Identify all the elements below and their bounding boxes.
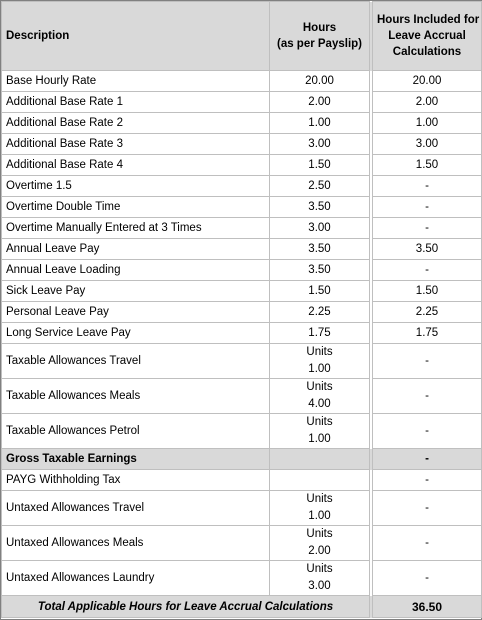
header-included-line2: Leave Accrual xyxy=(388,30,466,42)
row-included: 20.00 xyxy=(373,71,482,92)
row-included: 1.50 xyxy=(373,281,482,302)
row-description: Sick Leave Pay xyxy=(2,281,270,302)
table-row xyxy=(2,71,482,92)
total-value: 36.50 xyxy=(373,596,482,618)
row-hours: 1.50 xyxy=(270,155,370,176)
row-description: Taxable Allowances Travel xyxy=(2,344,270,379)
row-hours: 3.50 xyxy=(270,260,370,281)
row-description: Additional Base Rate 4 xyxy=(2,155,270,176)
table-row xyxy=(2,344,482,379)
row-hours: 3.00 xyxy=(308,580,331,592)
row-hours xyxy=(270,449,370,470)
row-units-label: Units xyxy=(306,528,333,540)
row-description: PAYG Withholding Tax xyxy=(2,470,270,491)
row-description: Taxable Allowances Meals xyxy=(2,379,270,414)
table-row xyxy=(2,491,482,526)
row-description: Long Service Leave Pay xyxy=(2,323,270,344)
row-included: - xyxy=(373,260,482,281)
row-description: Untaxed Allowances Meals xyxy=(2,526,270,561)
row-included: 1.00 xyxy=(373,113,482,134)
row-included: - xyxy=(373,218,482,239)
row-hours: 1.00 xyxy=(308,510,331,522)
row-hours-cell xyxy=(270,414,370,449)
row-included: 3.00 xyxy=(373,134,482,155)
row-included: - xyxy=(373,470,482,491)
table-row xyxy=(2,218,482,239)
row-description: Additional Base Rate 1 xyxy=(2,92,270,113)
row-hours: 3.50 xyxy=(270,197,370,218)
row-description: Annual Leave Loading xyxy=(2,260,270,281)
row-hours: 1.50 xyxy=(270,281,370,302)
row-units-label: Units xyxy=(306,416,333,428)
row-included: - xyxy=(373,526,482,561)
row-description: Annual Leave Pay xyxy=(2,239,270,260)
row-description: Untaxed Allowances Laundry xyxy=(2,561,270,596)
table-row xyxy=(2,260,482,281)
row-hours xyxy=(270,470,370,491)
total-label: Total Applicable Hours for Leave Accrual Calculations xyxy=(2,596,370,618)
row-included: - xyxy=(373,344,482,379)
row-hours-cell xyxy=(270,344,370,379)
row-included: - xyxy=(373,197,482,218)
row-included: - xyxy=(373,491,482,526)
row-hours: 2.50 xyxy=(270,176,370,197)
header-hours-line2: (as per Payslip) xyxy=(276,38,362,50)
row-included: - xyxy=(373,449,482,470)
row-hours: 3.00 xyxy=(270,218,370,239)
table-row xyxy=(2,197,482,218)
table-row xyxy=(2,526,482,561)
row-description: Gross Taxable Earnings xyxy=(2,449,270,470)
row-description: Untaxed Allowances Travel xyxy=(2,491,270,526)
row-description: Base Hourly Rate xyxy=(2,71,270,92)
row-included: - xyxy=(373,414,482,449)
table-row xyxy=(2,134,482,155)
row-units-label: Units xyxy=(306,346,333,358)
table-row xyxy=(2,379,482,414)
row-description: Overtime 1.5 xyxy=(2,176,270,197)
row-included: 1.75 xyxy=(373,323,482,344)
row-hours: 1.00 xyxy=(308,363,331,375)
row-units-label: Units xyxy=(306,493,333,505)
header-hours xyxy=(270,2,370,71)
row-hours: 2.00 xyxy=(270,92,370,113)
row-hours: 2.00 xyxy=(308,545,331,557)
row-included: 1.50 xyxy=(373,155,482,176)
table-row xyxy=(2,155,482,176)
row-hours: 20.00 xyxy=(270,71,370,92)
row-hours: 4.00 xyxy=(308,398,331,410)
row-hours-cell xyxy=(270,379,370,414)
row-description: Overtime Double Time xyxy=(2,197,270,218)
row-hours-cell xyxy=(270,561,370,596)
row-description: Additional Base Rate 3 xyxy=(2,134,270,155)
row-hours-cell xyxy=(270,491,370,526)
row-hours: 1.00 xyxy=(308,433,331,445)
row-hours: 1.75 xyxy=(270,323,370,344)
row-description: Additional Base Rate 2 xyxy=(2,113,270,134)
table-row xyxy=(2,92,482,113)
row-hours: 3.50 xyxy=(270,239,370,260)
table-row xyxy=(2,176,482,197)
row-included: - xyxy=(373,561,482,596)
table-row xyxy=(2,323,482,344)
row-units-label: Units xyxy=(306,563,333,575)
gross-taxable-earnings-row xyxy=(2,449,482,470)
table-row xyxy=(2,470,482,491)
header-hours-line1: Hours xyxy=(302,22,337,34)
leave-accrual-hours-table xyxy=(1,1,482,618)
table-header-row xyxy=(2,2,482,71)
row-included: 2.25 xyxy=(373,302,482,323)
row-description: Overtime Manually Entered at 3 Times xyxy=(2,218,270,239)
row-included: - xyxy=(373,379,482,414)
header-description: Description xyxy=(2,2,270,71)
table-row xyxy=(2,239,482,260)
row-included: 2.00 xyxy=(373,92,482,113)
row-hours-cell xyxy=(270,526,370,561)
row-description: Personal Leave Pay xyxy=(2,302,270,323)
row-hours: 3.00 xyxy=(270,134,370,155)
table-row xyxy=(2,302,482,323)
header-included-line3: Calculations xyxy=(392,46,462,58)
row-included: 3.50 xyxy=(373,239,482,260)
row-hours: 1.00 xyxy=(270,113,370,134)
row-units-label: Units xyxy=(306,381,333,393)
table-row xyxy=(2,414,482,449)
header-included-line1: Hours Included for xyxy=(377,14,480,26)
row-description: Taxable Allowances Petrol xyxy=(2,414,270,449)
table-row xyxy=(2,281,482,302)
total-row xyxy=(2,596,482,618)
row-included: - xyxy=(373,176,482,197)
table-row xyxy=(2,113,482,134)
row-hours: 2.25 xyxy=(270,302,370,323)
table-row xyxy=(2,561,482,596)
header-included xyxy=(373,2,482,71)
